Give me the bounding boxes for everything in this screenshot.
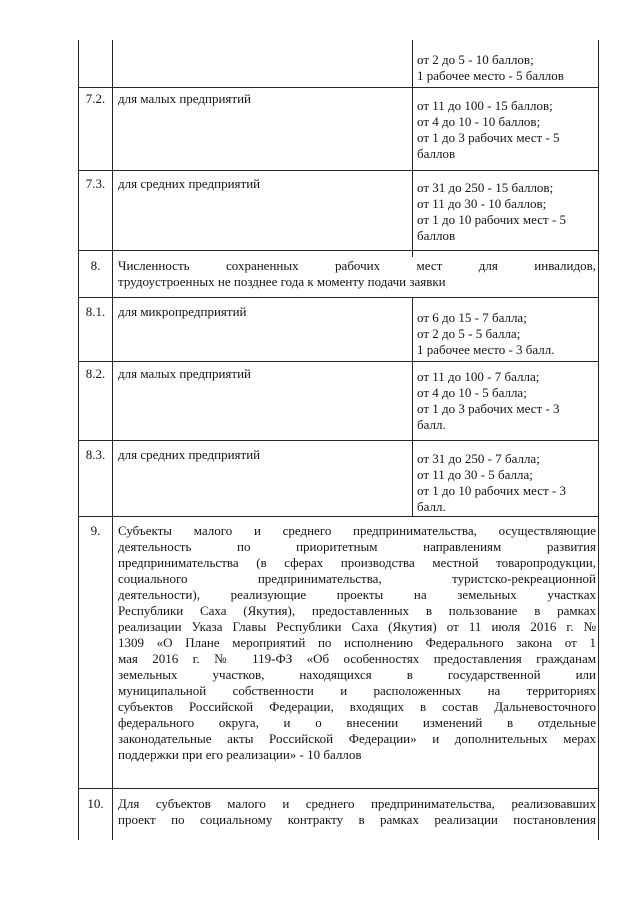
table-rule	[78, 87, 599, 88]
score-line: от 1 до 10 рабочих мест - 3	[417, 483, 567, 498]
text-line: федерального округа, и о внесении изменений в отдельные	[118, 715, 596, 730]
criterion-text	[118, 796, 596, 828]
text-line: субъектов Российской Федерации, входящих в состав Дальневосточного	[118, 699, 596, 714]
score-line: балл.	[417, 499, 446, 514]
row-number: 10.	[87, 796, 104, 811]
text-line: предпринимательства (в сферах производства местной товаропродукции,	[118, 555, 596, 570]
row-number: 7.3.	[85, 176, 106, 191]
text-line: Субъекты малого и среднего предпринимательства, осуществляющие	[118, 523, 596, 538]
score-line: от 11 до 30 - 5 балла;	[417, 467, 533, 482]
table-rule	[78, 516, 599, 517]
table-rule	[78, 297, 599, 298]
text-line: Республики Саха (Якутия), предоставленных в пользование в рамках	[118, 603, 596, 618]
score-line: от 1 до 10 рабочих мест - 5	[417, 212, 567, 227]
text-line: муниципальной собственности и расположенных на территориях	[118, 683, 596, 698]
criterion-text	[118, 258, 596, 290]
criterion-label: для малых предприятий	[118, 91, 251, 106]
text-line: деятельность по приоритетным направлениям развития	[118, 539, 596, 554]
table-rule	[78, 361, 599, 362]
text-line: земельных участков, находящихся в государственной или	[118, 667, 596, 682]
score-line: от 1 до 3 рабочих мест - 3	[417, 401, 560, 416]
column-divider	[412, 40, 413, 257]
row-number: 9.	[90, 523, 101, 538]
score-line: от 4 до 10 - 5 балла;	[417, 385, 527, 400]
score-line: от 11 до 100 - 7 балла;	[417, 369, 540, 384]
text-line: трудоустроенных не позднее года к моменту подачи заявки	[118, 274, 446, 289]
criterion-label: для средних предприятий	[118, 447, 261, 462]
text-line: Для субъектов малого и среднего предпринимательства, реализовавших	[118, 796, 596, 811]
text-line: законодательные акты Российской Федерации» и дополнительных мерах	[118, 731, 596, 746]
text-line: социального предпринимательства, туристско-рекреационной	[118, 571, 596, 586]
score-line: балл.	[417, 417, 446, 432]
score-line: от 11 до 30 - 10 баллов;	[417, 196, 547, 211]
table-rule	[78, 250, 599, 251]
column-divider	[112, 40, 113, 840]
score-cell	[417, 98, 597, 162]
score-line: баллов	[417, 146, 456, 161]
criterion-label: для микропредприятий	[118, 304, 247, 319]
score-line: от 11 до 100 - 15 баллов;	[417, 98, 553, 113]
score-line: от 2 до 5 - 5 балла;	[417, 326, 521, 341]
score-line: от 2 до 5 - 10 баллов;	[417, 52, 534, 67]
table-border-left	[78, 40, 79, 840]
score-line: 1 рабочее место - 5 баллов	[417, 68, 564, 83]
score-line: от 31 до 250 - 15 баллов;	[417, 180, 554, 195]
table-rule	[78, 170, 599, 171]
score-cell	[417, 310, 597, 358]
score-cell	[417, 52, 597, 84]
score-cell	[417, 180, 597, 244]
text-line: деятельности), реализующие проекты на земельных участках	[118, 587, 596, 602]
text-line: 1309 «О Плане мероприятий по исполнению Федерального закона от 1	[118, 635, 596, 650]
text-line: проект по социальному контракту в рамках реализации постановления	[118, 812, 596, 827]
row-number: 8.2.	[85, 366, 106, 381]
criterion-label: для средних предприятий	[118, 176, 261, 191]
score-line: 1 рабочее место - 3 балл.	[417, 342, 555, 357]
row-number: 8.	[90, 258, 101, 273]
row-number: 7.2.	[85, 91, 106, 106]
text-line: Численность сохраненных рабочих мест для инвалидов,	[118, 258, 596, 273]
score-cell	[417, 451, 597, 515]
row-number: 8.1.	[85, 304, 106, 319]
table-border-right	[598, 40, 599, 840]
score-line: от 31 до 250 - 7 балла;	[417, 451, 540, 466]
text-line: реализации Указа Главы Республики Саха (Якутия) от 11 июля 2016 г. №	[118, 619, 596, 634]
criterion-text	[118, 523, 596, 763]
criterion-label: для малых предприятий	[118, 366, 251, 381]
text-line: мая 2016 г. № 119-ФЗ «Об особенностях предоставления гражданам	[118, 651, 596, 666]
text-line: поддержки при его реализации» - 10 баллов	[118, 747, 362, 762]
score-line: баллов	[417, 228, 456, 243]
score-line: от 6 до 15 - 7 балла;	[417, 310, 527, 325]
column-divider	[412, 297, 413, 516]
score-cell	[417, 369, 597, 433]
row-number: 8.3.	[85, 447, 106, 462]
table-rule	[78, 440, 599, 441]
score-line: от 1 до 3 рабочих мест - 5	[417, 130, 560, 145]
table-rule	[78, 788, 599, 789]
score-line: от 4 до 10 - 10 баллов;	[417, 114, 541, 129]
